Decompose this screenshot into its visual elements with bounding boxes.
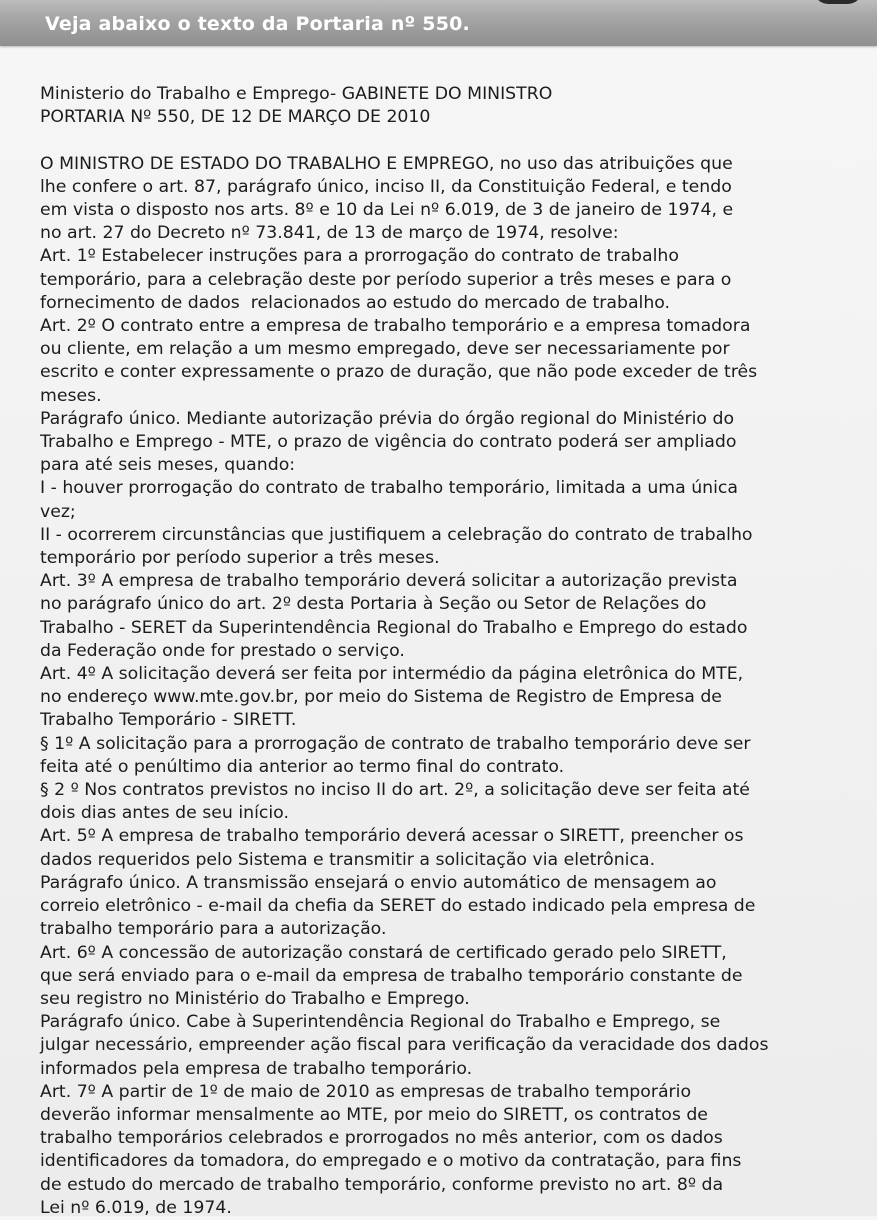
document-line: Trabalho - SERET da Superintendência Regional do Trabalho e Emprego do estado — [40, 617, 748, 638]
header-line: Ministerio do Trabalho e Emprego- GABINETE DO MINISTRO — [40, 84, 553, 104]
document-line: Art. 4º A solicitação deverá ser feita por intermédio da página eletrônica do MTE, — [40, 664, 744, 685]
document-line: escrito e conter expressamente o prazo de duração, que não pode exceder de três — [40, 362, 758, 383]
document-line: Lei nº 6.019, de 1974. — [40, 1197, 232, 1218]
document-line: Art. 7º A partir de 1º de maio de 2010 as empresas de trabalho temporário — [40, 1081, 692, 1102]
document-line: correio eletrônico - e-mail da chefia da SERET do estado indicado pela empresa de — [40, 896, 756, 917]
document-line: Art. 5º A empresa de trabalho temporário deverá acessar o SIRETT, preencher os — [40, 826, 744, 847]
document-line: § 1º A solicitação para a prorrogação de contrato de trabalho temporário deve ser — [40, 733, 751, 754]
document-line: seu registro no Ministério do Trabalho e Emprego. — [40, 988, 470, 1009]
document-line: § 2 º Nos contratos previstos no inciso II do art. 2º, a solicitação deve ser feita até — [40, 780, 750, 801]
document-header — [40, 83, 860, 129]
document-line: temporário por período superior a três meses. — [40, 548, 440, 569]
document-line: II - ocorrerem circunstâncias que justifiquem a celebração do contrato de trabalho — [40, 524, 753, 545]
paragraph-gap — [40, 129, 860, 152]
document-line: trabalho temporário para a autorização. — [40, 919, 387, 940]
document-line: Art. 1º Estabelecer instruções para a prorrogação do contrato de trabalho — [40, 246, 679, 267]
document-line: Parágrafo único. A transmissão ensejará o envio automático de mensagem ao — [40, 872, 717, 893]
document-body — [40, 153, 860, 1220]
document-line: dados requeridos pelo Sistema e transmitir a solicitação via eletrônica. — [40, 849, 656, 870]
document-line: deverão informar mensalmente ao MTE, por meio do SIRETT, os contratos de — [40, 1104, 708, 1125]
document-line: Art. 6º A concessão de autorização constará de certificado gerado pelo SIRETT, — [40, 942, 727, 963]
document-line: ou cliente, em relação a um mesmo empregado, deve ser necessariamente por — [40, 339, 730, 360]
document-line: fornecimento de dados relacionados ao estudo do mercado de trabalho. — [40, 292, 671, 313]
document-line: meses. — [40, 385, 102, 406]
document-line: temporário, para a celebração deste por período superior a três meses e para o — [40, 269, 732, 290]
document-line: Trabalho Temporário - SIRETT. — [40, 710, 297, 731]
document-line: da Federação onde for prestado o serviço. — [40, 640, 405, 661]
document-line: no endereço www.mte.gov.br, por meio do Sistema de Registro de Empresa de — [40, 687, 722, 708]
portaria-document — [40, 83, 860, 1220]
document-line: julgar necessário, empreender ação fiscal para verificação da veracidade dos dados — [40, 1035, 769, 1056]
document-line: feita até o penúltimo dia anterior ao termo final do contrato. — [40, 756, 565, 777]
document-line: Parágrafo único. Cabe à Superintendência Regional do Trabalho e Emprego, se — [40, 1012, 721, 1033]
document-line: Parágrafo único. Mediante autorização prévia do órgão regional do Ministério do — [40, 408, 735, 429]
document-line: no art. 27 do Decreto nº 73.841, de 13 de março de 1974, resolve: — [40, 223, 619, 244]
document-line: no parágrafo único do art. 2º desta Portaria à Seção ou Setor de Relações do — [40, 594, 707, 615]
document-line: dois dias antes de seu início. — [40, 803, 289, 824]
document-line: identificadores da tomadora, do empregado e o motivo da contratação, para fins — [40, 1151, 742, 1172]
document-line: lhe confere o art. 87, parágrafo único, inciso II, da Constituição Federal, e tendo — [40, 176, 732, 197]
header-line: PORTARIA Nº 550, DE 12 DE MARÇO DE 2010 — [40, 107, 431, 128]
document-line: de estudo do mercado de trabalho temporário, conforme previsto no art. 8º da — [40, 1174, 724, 1195]
title-banner — [0, 0, 877, 46]
document-line: Art. 3º A empresa de trabalho temporário deverá solicitar a autorização prevista — [40, 571, 738, 592]
document-line: Trabalho e Emprego - MTE, o prazo de vigência do contrato poderá ser ampliado — [40, 432, 737, 453]
document-line: que será enviado para o e-mail da empresa de trabalho temporário constante de — [40, 965, 743, 986]
corner-decoration-icon — [814, 0, 862, 4]
document-line: em vista o disposto nos arts. 8º e 10 da Lei nº 6.019, de 3 de janeiro de 1974, e — [40, 200, 734, 220]
document-line: para até seis meses, quando: — [40, 455, 296, 476]
document-line: informados pela empresa de trabalho temporário. — [40, 1058, 473, 1079]
document-line: I - houver prorrogação do contrato de trabalho temporário, limitada a uma única — [40, 478, 739, 499]
document-line: O MINISTRO DE ESTADO DO TRABALHO E EMPREGO, no uso das atribuições que — [40, 153, 733, 174]
document-line: Art. 2º O contrato entre a empresa de trabalho temporário e a empresa tomadora — [40, 316, 751, 337]
banner-title: Veja abaixo o texto da Portaria nº 550. — [45, 13, 470, 35]
document-line: trabalho temporários celebrados e prorrogados no mês anterior, com os dados — [40, 1128, 723, 1149]
document-line: vez; — [40, 501, 76, 522]
